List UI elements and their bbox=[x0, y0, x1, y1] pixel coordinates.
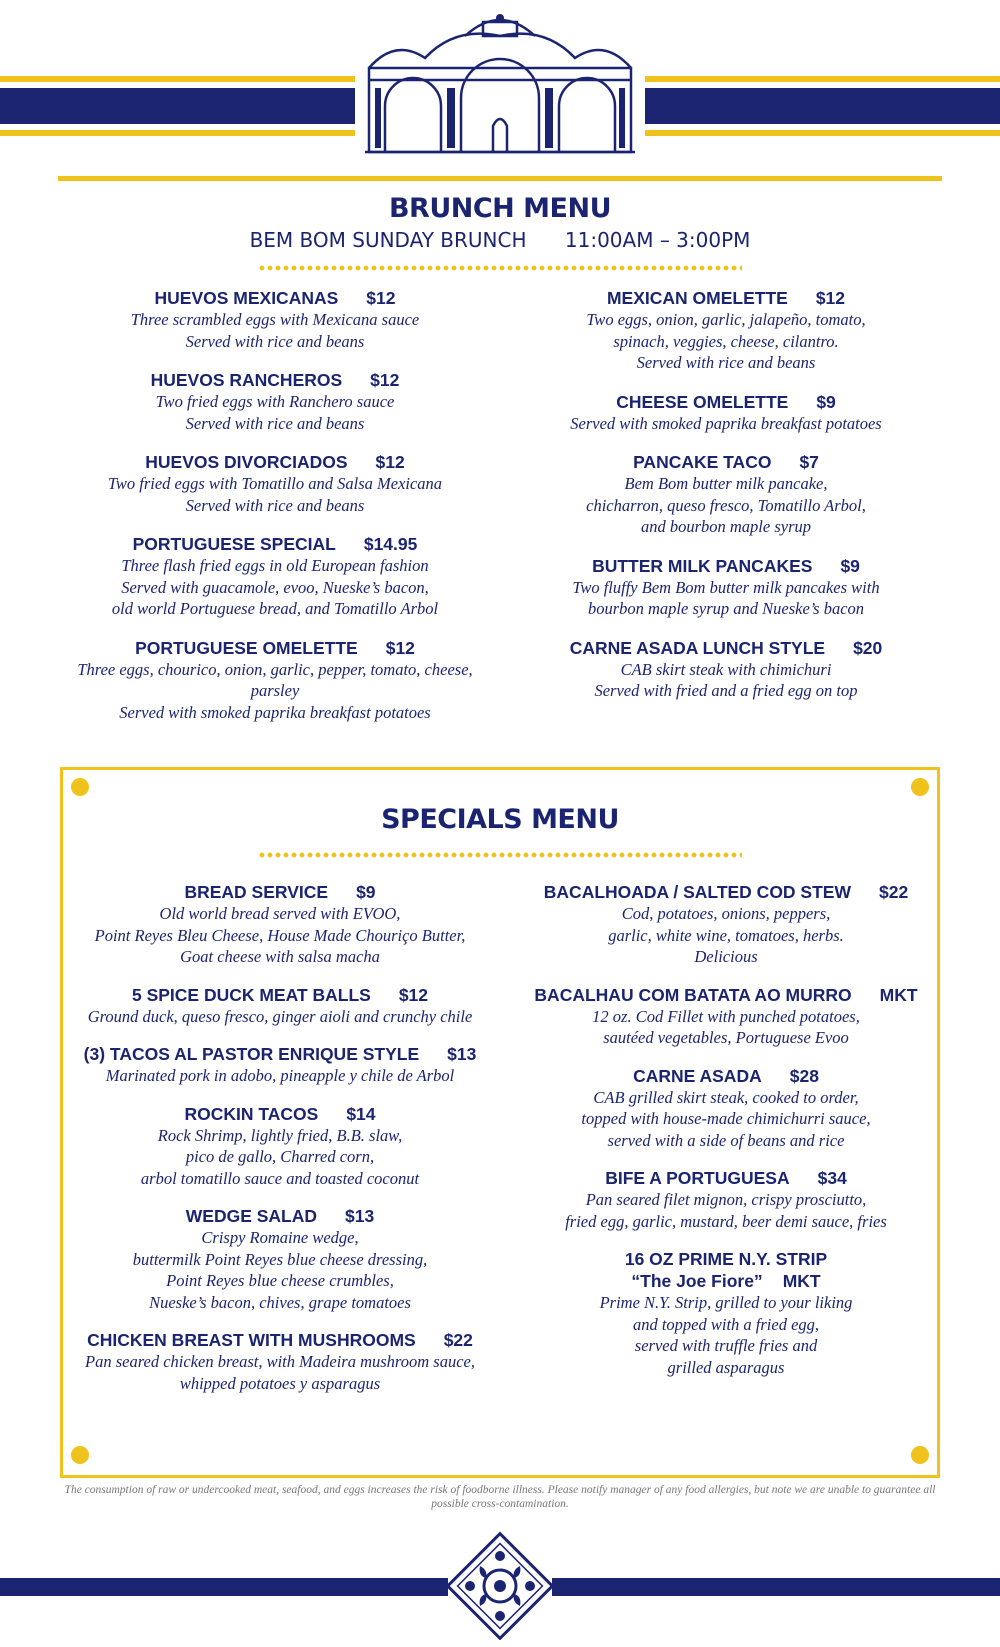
menu-item-description: Cod, potatoes, onions, peppers, bbox=[621, 904, 831, 923]
menu-item-price: $28 bbox=[789, 1065, 819, 1086]
menu-item-name bbox=[520, 637, 932, 659]
specials-title: SPECIALS MENU bbox=[381, 804, 619, 835]
menu-item bbox=[58, 637, 492, 724]
menu-item-description: Nueske’s bacon, chives, grape tomatoes bbox=[149, 1292, 411, 1312]
brunch-title: BRUNCH MENU bbox=[388, 193, 612, 224]
menu-item bbox=[58, 287, 492, 352]
menu-item-name bbox=[526, 984, 926, 1006]
menu-item bbox=[76, 984, 484, 1028]
menu-item-description: served with a side of beans and rice bbox=[607, 1130, 845, 1150]
menu-item-description: Crispy Romaine wedge, bbox=[201, 1228, 359, 1247]
arch-gate-icon bbox=[355, 8, 645, 158]
menu-item-title: 5 SPICE DUCK MEAT BALLS bbox=[131, 984, 371, 1005]
menu-item-subname bbox=[526, 1270, 926, 1292]
menu-item bbox=[58, 451, 492, 516]
menu-item bbox=[76, 1329, 484, 1394]
menu-item-title: PORTUGUESE OMELETTE bbox=[135, 637, 358, 658]
menu-item-price: $34 bbox=[817, 1168, 847, 1188]
brunch-left-column bbox=[58, 287, 492, 723]
dotted-divider bbox=[258, 265, 742, 271]
menu-item-title: BIFE A PORTUGUESA bbox=[605, 1168, 790, 1188]
menu-item-price: $9 bbox=[816, 391, 836, 412]
menu-item bbox=[526, 984, 926, 1049]
menu-item bbox=[526, 1065, 926, 1152]
menu-item-price: $13 bbox=[345, 1206, 375, 1226]
menu-item-name bbox=[76, 984, 484, 1006]
menu-item-price: $9 bbox=[840, 555, 860, 576]
menu-item-title: CHICKEN BREAST WITH MUSHROOMS bbox=[87, 1330, 416, 1350]
menu-item-price: MKT bbox=[879, 984, 918, 1005]
menu-item-price: $14 bbox=[346, 1103, 376, 1124]
menu-item-description: spinach, veggies, cheese, cilantro. bbox=[613, 331, 839, 351]
menu-item-description: Two fluffy Bem Bom butter milk pancakes with bbox=[572, 577, 880, 597]
menu-item bbox=[520, 287, 932, 374]
menu-item-name bbox=[526, 1065, 926, 1087]
menu-item-description: Two eggs, onion, garlic, jalapeño, tomato, bbox=[586, 310, 866, 329]
menu-item-description: CAB skirt steak with chimichuri bbox=[620, 659, 832, 679]
menu-item-name bbox=[58, 287, 492, 309]
menu-item-description: Served with rice and beans bbox=[185, 413, 365, 433]
menu-item-description: buttermilk Point Reyes blue cheese dressing, bbox=[132, 1249, 428, 1269]
menu-item bbox=[76, 1103, 484, 1190]
menu-item-price: $12 bbox=[370, 370, 400, 390]
menu-item-name bbox=[520, 451, 932, 473]
menu-item-subtitle: “The Joe Fiore” bbox=[631, 1271, 763, 1291]
menu-item-description: Served with fried and a fried egg on top bbox=[594, 681, 858, 700]
menu-item-title: HUEVOS DIVORCIADOS bbox=[145, 452, 348, 472]
menu-item bbox=[526, 1167, 926, 1232]
menu-item-description: arbol tomatillo sauce and toasted coconut bbox=[140, 1168, 420, 1188]
menu-item-title: 16 OZ PRIME N.Y. STRIP bbox=[624, 1249, 828, 1269]
menu-item bbox=[526, 1248, 926, 1378]
menu-item-description: Three flash fried eggs in old European fashion bbox=[121, 556, 429, 575]
menu-item-name bbox=[76, 1103, 484, 1125]
brunch-subtitle-hours: 11:00AM – 3:00PM bbox=[564, 228, 751, 252]
menu-item-price: $20 bbox=[853, 637, 883, 658]
menu-item bbox=[76, 1043, 484, 1087]
menu-item-description: Goat cheese with salsa macha bbox=[180, 947, 380, 966]
brunch-subtitle bbox=[0, 228, 1000, 252]
menu-item-description: Three eggs, chourico, onion, garlic, pepper, tomato, cheese, parsley bbox=[77, 659, 473, 700]
menu-item-description: Point Reyes blue cheese crumbles, bbox=[166, 1271, 394, 1290]
menu-item-description: CAB grilled skirt steak, cooked to order, bbox=[593, 1087, 859, 1107]
menu-item-description: whipped potatoes y asparagus bbox=[179, 1373, 381, 1393]
menu-item-price: $12 bbox=[366, 288, 396, 308]
menu-item-description: Prime N.Y. Strip, grilled to your liking bbox=[599, 1293, 853, 1312]
menu-item-title: CHEESE OMELETTE bbox=[616, 391, 789, 412]
menu-item bbox=[58, 369, 492, 434]
menu-item-title: BREAD SERVICE bbox=[184, 882, 329, 902]
menu-item-name bbox=[76, 881, 484, 903]
menu-item-name bbox=[520, 287, 932, 309]
brunch-right-column bbox=[520, 287, 932, 702]
corner-dot bbox=[71, 1446, 89, 1464]
menu-item-price: MKT bbox=[782, 1271, 821, 1291]
menu-item-description: pico de gallo, Charred corn, bbox=[185, 1147, 375, 1166]
menu-item-name bbox=[76, 1329, 484, 1351]
menu-item-description: and topped with a fried egg, bbox=[632, 1314, 820, 1334]
brunch-subtitle-name: BEM BOM SUNDAY BRUNCH bbox=[249, 228, 527, 252]
menu-item-price: $12 bbox=[398, 984, 429, 1005]
menu-item bbox=[76, 881, 484, 968]
menu-item-description: Old world bread served with EVOO, bbox=[159, 904, 401, 923]
menu-item-title: MEXICAN OMELETTE bbox=[606, 288, 788, 308]
menu-item-title: (3) TACOS AL PASTOR ENRIQUE STYLE bbox=[83, 1044, 420, 1064]
menu-item-title: BACALHAU COM BATATA AO MURRO bbox=[534, 984, 852, 1005]
menu-item-price: $13 bbox=[447, 1044, 477, 1064]
menu-item-description: Two fried eggs with Tomatillo and Salsa Mexicana bbox=[107, 474, 443, 493]
specials-left-column bbox=[76, 881, 484, 1394]
menu-item-description: Served with rice and beans bbox=[185, 495, 365, 515]
menu-item-name bbox=[58, 533, 492, 555]
menu-item-description: chicharron, queso fresco, Tomatillo Arbol, bbox=[586, 495, 866, 515]
corner-dot bbox=[911, 778, 929, 796]
menu-item-description: sautéed vegetables, Portuguese Evoo bbox=[603, 1028, 849, 1047]
menu-item bbox=[520, 555, 932, 620]
menu-item bbox=[76, 1205, 484, 1313]
header-rule bbox=[58, 176, 942, 181]
menu-item-description: Pan seared chicken breast, with Madeira mushroom sauce, bbox=[85, 1352, 475, 1371]
menu-item-name bbox=[58, 451, 492, 473]
menu-item-description: served with truffle fries and bbox=[634, 1336, 818, 1355]
menu-item-name bbox=[520, 555, 932, 577]
menu-item-description: fried egg, garlic, mustard, beer demi sauce, fries bbox=[565, 1211, 887, 1231]
menu-item-price: $12 bbox=[375, 452, 405, 472]
menu-item-title: CARNE ASADA bbox=[633, 1065, 762, 1086]
menu-item-description: 12 oz. Cod Fillet with punched potatoes, bbox=[592, 1006, 860, 1026]
menu-item bbox=[526, 881, 926, 968]
menu-item bbox=[520, 451, 932, 538]
menu-item bbox=[58, 533, 492, 620]
menu-item-title: PORTUGUESE SPECIAL bbox=[132, 534, 336, 554]
menu-item-name bbox=[526, 1167, 926, 1189]
menu-item-title: HUEVOS RANCHEROS bbox=[150, 370, 343, 390]
menu-item-price: $12 bbox=[815, 288, 846, 308]
menu-item-name bbox=[526, 881, 926, 903]
menu-item-description: Served with smoked paprika breakfast potatoes bbox=[570, 413, 882, 433]
menu-item-price: $22 bbox=[443, 1330, 473, 1350]
menu-item-name bbox=[58, 369, 492, 391]
dotted-divider bbox=[258, 852, 742, 858]
menu-item-description: Marinated pork in adobo, pineapple y chile de Arbol bbox=[105, 1066, 455, 1085]
menu-item-description: old world Portuguese bread, and Tomatillo Arbol bbox=[111, 599, 439, 618]
corner-dot bbox=[71, 778, 89, 796]
menu-item-title: WEDGE SALAD bbox=[185, 1206, 318, 1226]
menu-item-title: HUEVOS MEXICANAS bbox=[154, 288, 339, 308]
menu-item-description: bourbon maple syrup and Nueske’s bacon bbox=[587, 599, 865, 618]
menu-item-title: BUTTER MILK PANCAKES bbox=[592, 555, 813, 576]
menu-item-description: Rock Shrimp, lightly fried, B.B. slaw, bbox=[157, 1125, 403, 1145]
menu-item-description: Served with smoked paprika breakfast potatoes bbox=[119, 702, 431, 722]
menu-item bbox=[520, 637, 932, 702]
menu-item-title: ROCKIN TACOS bbox=[184, 1103, 319, 1124]
menu-item bbox=[520, 391, 932, 435]
menu-item-name bbox=[526, 1248, 926, 1270]
menu-item-description: Served with rice and beans bbox=[636, 353, 816, 372]
menu-item-description: Two fried eggs with Ranchero sauce bbox=[155, 392, 395, 411]
corner-dot bbox=[911, 1446, 929, 1464]
menu-item-title: BACALHOADA / SALTED COD STEW bbox=[543, 882, 851, 902]
menu-item-description: and bourbon maple syrup bbox=[640, 517, 812, 536]
menu-item-description: Three scrambled eggs with Mexicana sauce bbox=[130, 310, 420, 329]
menu-item-description: Pan seared filet mignon, crispy prosciutto, bbox=[585, 1190, 867, 1209]
menu-item-description: Served with rice and beans bbox=[185, 331, 365, 351]
menu-item-price: $14.95 bbox=[363, 534, 418, 554]
menu-item-name bbox=[76, 1043, 484, 1065]
menu-item-description: Ground duck, queso fresco, ginger aioli and crunchy chile bbox=[87, 1006, 473, 1026]
menu-item-description: garlic, white wine, tomatoes, herbs. bbox=[608, 925, 844, 945]
menu-item-price: $22 bbox=[879, 882, 909, 902]
azulejo-tile-icon bbox=[448, 1530, 552, 1640]
menu-item-description: topped with house-made chimichurri sauce, bbox=[581, 1109, 871, 1128]
menu-item-price: $9 bbox=[356, 882, 376, 902]
menu-item-description: Point Reyes Bleu Cheese, House Made Chouriço Butter, bbox=[94, 925, 466, 945]
specials-right-column bbox=[526, 881, 926, 1378]
menu-item-description: grilled asparagus bbox=[667, 1357, 785, 1377]
menu-item-price: $12 bbox=[385, 637, 415, 658]
menu-item-name bbox=[76, 1205, 484, 1227]
menu-item-price: $7 bbox=[799, 452, 819, 472]
menu-item-title: CARNE ASADA LUNCH STYLE bbox=[569, 637, 826, 658]
menu-item-title: PANCAKE TACO bbox=[633, 452, 772, 472]
menu-item-description: Served with guacamole, evoo, Nueske’s bacon, bbox=[121, 577, 429, 597]
menu-item-name bbox=[520, 391, 932, 413]
allergy-disclaimer: The consumption of raw or undercooked meat, seafood, and eggs increases the risk of foodborne illness. Please notify manager of any food allergies, but note we are unable to guarantee all possible cross-contamination. bbox=[64, 1484, 936, 1510]
menu-item-description: Delicious bbox=[694, 947, 758, 966]
menu-item-description: Bem Bom butter milk pancake, bbox=[624, 474, 828, 493]
menu-item-name bbox=[58, 637, 492, 659]
